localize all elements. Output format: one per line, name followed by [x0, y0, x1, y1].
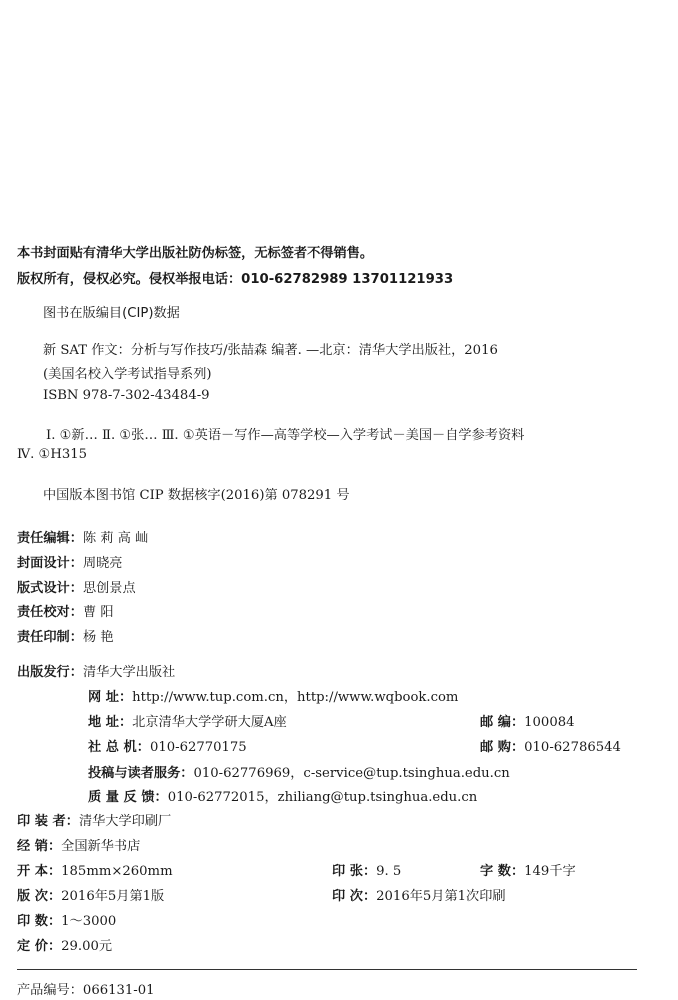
address-row: [88, 711, 287, 731]
cip-classification-code: Ⅳ. ①H315: [17, 447, 88, 462]
publisher-row: [17, 661, 175, 681]
edition-value: 2016年5月第1版: [61, 889, 165, 904]
feedback-row: [88, 786, 477, 806]
copies-row: [17, 910, 116, 930]
format-value: 185mm×260mm: [61, 864, 173, 879]
staff-label: 封面设计：: [17, 556, 83, 571]
sheets-label: 印 张：: [332, 864, 377, 879]
address-label: 地 址：: [88, 715, 133, 730]
staff-row-printing-supervisor: [17, 626, 114, 646]
mail-order-row: [480, 736, 621, 756]
publisher-label: 出版发行：: [17, 665, 83, 680]
submission-label: 投稿与读者服务：: [88, 766, 194, 781]
cip-title-line: 新 SAT 作文：分析与写作技巧/张喆森 编著. —北京：清华大学出版社，2016: [43, 343, 498, 358]
publisher-name: 清华大学出版社: [82, 665, 176, 680]
footer-divider: [17, 969, 637, 970]
mail-order-value: 010-62786544: [524, 740, 621, 755]
distributor-label: 经 销：: [17, 839, 62, 854]
postcode-row: [480, 711, 575, 731]
word-count-value: 149千字: [524, 864, 576, 879]
staff-value: 陈 莉 高 屾: [82, 531, 149, 546]
price-value: 29.00元: [61, 939, 113, 954]
printer-row: [17, 810, 171, 830]
submission-value: 010-62776969，c-service@tup.tsinghua.edu.cn: [193, 766, 510, 781]
staff-row-editor: [17, 527, 148, 547]
website-value: http://www.tup.com.cn，http://www.wqbook.com: [132, 690, 459, 705]
staff-value: 曹 阳: [82, 605, 114, 620]
sheets-row: [332, 860, 401, 880]
copies-value: 1～3000: [61, 914, 117, 929]
postcode-label: 邮 编：: [480, 715, 525, 730]
cip-heading: 图书在版编目(CIP)数据: [43, 306, 180, 321]
printer-label: 印 装 者：: [17, 814, 79, 829]
product-code: 产品编号：066131-01: [17, 983, 155, 998]
staff-value: 周晓亮: [82, 556, 123, 571]
staff-label: 版式设计：: [17, 581, 83, 596]
feedback-label: 质 量 反 馈：: [88, 790, 168, 805]
price-label: 定 价：: [17, 939, 62, 954]
address-value: 北京清华大学学研大厦A座: [132, 715, 287, 730]
submission-row: [88, 762, 510, 782]
format-row: [17, 860, 173, 880]
sheets-value: 9. 5: [376, 864, 402, 879]
cip-series-line: (美国名校入学考试指导系列): [43, 367, 212, 382]
website-label: 网 址：: [88, 690, 133, 705]
switchboard-label: 社 总 机：: [88, 740, 150, 755]
edition-row: [17, 885, 164, 905]
word-count-label: 字 数：: [480, 864, 525, 879]
staff-label: 责任校对：: [17, 605, 83, 620]
printing-value: 2016年5月第1次印刷: [376, 889, 506, 904]
cip-classification-line: Ⅰ. ①新… Ⅱ. ①张… Ⅲ. ①英语－写作—高等学校—入学考试－美国－自学参考资料: [46, 428, 525, 443]
staff-row-proofreader: [17, 601, 114, 621]
staff-label: 责任印制：: [17, 630, 83, 645]
format-label: 开 本：: [17, 864, 62, 879]
feedback-value: 010-62772015，zhiliang@tup.tsinghua.edu.cn: [167, 790, 478, 805]
switchboard-row: [88, 736, 247, 756]
switchboard-value: 010-62770175: [149, 740, 247, 755]
postcode-value: 100084: [524, 715, 575, 730]
cip-isbn: ISBN 978-7-302-43484-9: [43, 388, 210, 403]
staff-row-layout-design: [17, 577, 136, 597]
staff-value: 思创景点: [82, 581, 136, 596]
cip-record-number: 中国版本图书馆 CIP 数据核字(2016)第 078291 号: [43, 488, 350, 503]
printing-row: [332, 885, 506, 905]
printing-label: 印 次：: [332, 889, 377, 904]
price-row: [17, 935, 112, 955]
staff-row-cover-design: [17, 552, 123, 572]
anti-counterfeit-notice: 本书封面贴有清华大学出版社防伪标签，无标签者不得销售。: [17, 246, 374, 261]
word-count-row: [480, 860, 576, 880]
copyright-notice: 版权所有，侵权必究。侵权举报电话：010-62782989 13701121933: [17, 272, 454, 287]
edition-label: 版 次：: [17, 889, 62, 904]
distributor-row: [17, 835, 140, 855]
copies-label: 印 数：: [17, 914, 62, 929]
staff-label: 责任编辑：: [17, 531, 83, 546]
website-row: [88, 686, 458, 706]
distributor-value: 全国新华书店: [61, 839, 141, 854]
printer-value: 清华大学印刷厂: [78, 814, 172, 829]
staff-value: 杨 艳: [82, 630, 114, 645]
mail-order-label: 邮 购：: [480, 740, 525, 755]
